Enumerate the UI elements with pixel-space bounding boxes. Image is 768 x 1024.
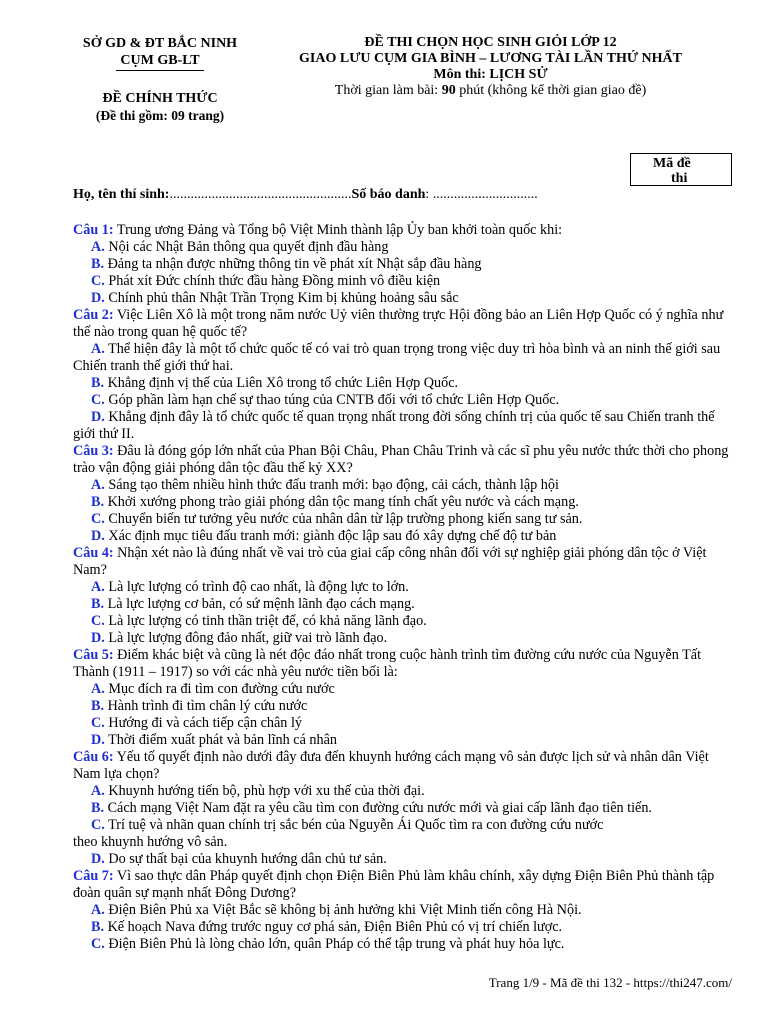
student-id-blank: : ..............................	[425, 187, 538, 202]
page-footer: Trang 1/9 - Mã đề thi 132 - https://thi247.com/	[488, 975, 732, 990]
student-name-label: Họ, tên thí sinh:	[73, 187, 170, 202]
answer-option	[73, 477, 729, 494]
option-letter: A.	[91, 902, 105, 918]
question-number: Câu 4:	[73, 545, 114, 561]
question-stem	[73, 545, 729, 579]
option-letter: A.	[91, 579, 105, 595]
option-text: Là lực lượng cơ bản, có sứ mệnh lãnh đạo cách mạng.	[104, 596, 415, 612]
answer-option	[73, 256, 729, 273]
option-text: Phát xít Đức chính thức đầu hàng Đồng minh vô điều kiện	[104, 273, 441, 289]
option-letter: D.	[91, 409, 105, 425]
question-6	[73, 749, 729, 868]
question-text: Vì sao thực dân Pháp quyết định chọn Điện Biên Phủ làm khâu chính, xây dựng Điện Biên Phủ thành tập đoàn quân sự mạnh nhất Đông Dương?	[73, 868, 715, 901]
option-text: Là lực lượng có tinh thần triệt để, có khả năng lãnh đạo.	[104, 613, 427, 629]
exam-code-box	[630, 153, 732, 186]
option-letter: B.	[91, 698, 105, 714]
answer-option	[73, 375, 729, 392]
option-letter: B.	[91, 596, 105, 612]
question-number: Câu 2:	[73, 307, 114, 323]
option-letter: D.	[91, 851, 105, 867]
exam-subtitle: GIAO LƯU CỤM GIA BÌNH – LƯƠNG TÀI LẦN THỨ NHẤT	[299, 51, 682, 66]
option-letter: A.	[91, 341, 105, 357]
option-text: Trí tuệ và nhãn quan chính trị sắc bén của Nguyễn Ái Quốc tìm ra con đường cứu nước	[104, 817, 604, 833]
option-letter: C.	[91, 511, 105, 527]
option-letter: B.	[91, 919, 105, 935]
question-text: Nhận xét nào là đúng nhất về vai trò của giai cấp công nhân đối với sự nghiệp giải phóng dân tộc ở Việt Nam?	[73, 545, 707, 578]
answer-option	[73, 494, 729, 511]
option-letter: C.	[91, 273, 105, 289]
question-text: Yếu tố quyết định nào dưới đây đưa đến khuynh hướng cách mạng vô sản được lịch sử và nhân dân Việt Nam lựa chọn?	[73, 749, 709, 782]
option-letter: C.	[91, 613, 105, 629]
question-stem	[73, 868, 729, 902]
answer-option	[73, 511, 729, 528]
header-right	[268, 35, 713, 99]
option-letter: A.	[91, 477, 105, 493]
option-text: Là lực lượng đông đảo nhất, giữ vai trò lãnh đạo.	[104, 630, 388, 646]
time-limit	[268, 83, 713, 99]
option-text: Xác định mục tiêu đấu tranh mới: giành độc lập sau đó xây dựng chế độ tư bản	[104, 528, 557, 544]
option-text: Hành trình đi tìm chân lý cứu nước	[104, 698, 308, 714]
answer-option	[73, 681, 729, 698]
option-text: Hướng đi và cách tiếp cận chân lý	[104, 715, 302, 731]
answer-option	[73, 698, 729, 715]
option-letter: A.	[91, 783, 105, 799]
question-list	[73, 222, 729, 953]
option-letter: D.	[91, 732, 105, 748]
question-3	[73, 443, 729, 545]
answer-option	[73, 528, 729, 545]
answer-option	[73, 290, 729, 307]
student-info-line	[73, 186, 538, 203]
question-text: Điểm khác biệt và cũng là nét độc đáo nhất trong cuộc hành trình tìm đường cứu nước của Nguyễn Tất Thành (1911 – 1917) so với các nhà yêu nước tiền bối là:	[73, 647, 702, 680]
option-letter: B.	[91, 256, 105, 272]
question-text: Trung ương Đảng và Tổng bộ Việt Minh thành lập Ủy ban khởi toàn quốc khi:	[113, 222, 563, 238]
option-letter: B.	[91, 494, 105, 510]
answer-option	[73, 851, 729, 868]
question-1	[73, 222, 729, 307]
question-stem	[73, 749, 729, 783]
question-stem	[73, 307, 729, 341]
option-text: Chính phủ thân Nhật Trần Trọng Kim bị khủng hoảng sâu sắc	[104, 290, 459, 306]
question-number: Câu 7:	[73, 868, 114, 884]
question-4	[73, 545, 729, 647]
answer-option	[73, 341, 729, 375]
time-value: 90	[441, 83, 456, 98]
question-2	[73, 307, 729, 443]
question-number: Câu 5:	[73, 647, 114, 663]
option-text: Thể hiện đây là một tổ chức quốc tế có vai trò quan trọng trong việc duy trì hòa bình và an ninh thế giới sau Chiến tranh thế giới thứ hai.	[73, 341, 721, 374]
answer-option	[73, 715, 729, 732]
option-text: Thời điểm xuất phát và bản lĩnh cá nhân	[104, 732, 338, 748]
option-text: Là lực lượng có trình độ cao nhất, là động lực to lớn.	[104, 579, 409, 595]
cluster-name: CỤM GB-LT	[116, 52, 203, 71]
option-text: Đảng ta nhận được những thông tin về phát xít Nhật sắp đầu hàng	[104, 256, 482, 272]
answer-option	[73, 392, 729, 409]
subject: Môn thi: LỊCH SỬ	[433, 67, 548, 82]
answer-option	[73, 919, 729, 936]
question-number: Câu 1:	[73, 222, 114, 238]
question-5	[73, 647, 729, 749]
student-name-blank: ....................................................	[169, 187, 352, 202]
question-number: Câu 6:	[73, 749, 114, 765]
option-letter: A.	[91, 681, 105, 697]
answer-option	[73, 902, 729, 919]
option-text: Khuynh hướng tiến bộ, phù hợp với xu thế của thời đại.	[104, 783, 425, 799]
option-letter: C.	[91, 392, 105, 408]
option-letter: D.	[91, 528, 105, 544]
question-7	[73, 868, 729, 953]
official-label: ĐỀ CHÍNH THỨC	[102, 91, 218, 106]
answer-option	[73, 630, 729, 647]
option-letter: B.	[91, 375, 105, 391]
option-text: Khẳng định vị thế của Liên Xô trong tổ chức Liên Hợp Quốc.	[104, 375, 459, 391]
answer-option	[73, 273, 729, 290]
option-text: Khởi xướng phong trào giải phóng dân tộc mang tính chất yêu nước và cách mạng.	[104, 494, 579, 510]
answer-option	[73, 936, 729, 953]
question-number: Câu 3:	[73, 443, 114, 459]
option-continuation: theo khuynh hướng vô sản.	[73, 834, 228, 850]
option-letter: D.	[91, 290, 105, 306]
answer-option	[73, 409, 729, 443]
page-count: (Đề thi gồm: 09 trang)	[95, 108, 225, 123]
answer-option	[73, 579, 729, 596]
exam-code-label-2: thi	[671, 171, 688, 186]
answer-option	[73, 800, 729, 817]
answer-option	[73, 239, 729, 256]
question-stem	[73, 443, 729, 477]
answer-option	[73, 613, 729, 630]
question-stem	[73, 222, 729, 239]
option-letter: C.	[91, 936, 105, 952]
exam-title: ĐỀ THI CHỌN HỌC SINH GIỎI LỚP 12	[364, 35, 617, 50]
exam-code-label-1: Mã đề	[653, 156, 691, 171]
option-text: Do sự thất bại của khuynh hướng dân chủ tư sản.	[104, 851, 387, 867]
option-text: Góp phần làm hạn chế sự thao túng của CNTB đối với tổ chức Liên Hợp Quốc.	[104, 392, 560, 408]
option-text: Nội các Nhật Bản thông qua quyết định đầu hàng	[104, 239, 389, 255]
option-text: Cách mạng Việt Nam đặt ra yêu cầu tìm con đường cứu nước mới và giai cấp lãnh đạo tiên tiến.	[104, 800, 652, 816]
student-id-label: Số báo danh	[351, 187, 426, 202]
option-text: Kế hoạch Nava đứng trước nguy cơ phá sản, Điện Biên Phủ có vị trí chiến lược.	[104, 919, 563, 935]
option-letter: A.	[91, 239, 105, 255]
answer-option	[73, 732, 729, 749]
option-text: Chuyển biến tư tưởng yêu nước của nhân dân từ lập trường phong kiến sang tư sản.	[104, 511, 583, 527]
option-text: Điện Biên Phủ xa Việt Bắc sẽ không bị ảnh hưởng khi Việt Minh tiến công Hà Nội.	[104, 902, 582, 918]
answer-option	[73, 783, 729, 800]
option-text: Điện Biên Phủ là lòng chảo lớn, quân Pháp có thể tập trung và phát huy hỏa lực.	[104, 936, 565, 952]
question-text: Đâu là đóng góp lớn nhất của Phan Bội Châu, Phan Châu Trinh và các sĩ phu yêu nước thức thời cho phong trào vận động giải phóng dân tộc đầu thế kỷ XX?	[73, 443, 729, 476]
option-letter: D.	[91, 630, 105, 646]
question-text: Việc Liên Xô là một trong năm nước Uỷ viên thường trực Hội đồng bảo an Liên Hợp Quốc có ý nghĩa như thế nào trong quan hệ quốc tế?	[73, 307, 724, 340]
department-name: SỞ GD & ĐT BẮC NINH	[82, 36, 238, 51]
header-left	[60, 35, 260, 124]
option-text: Mục đích ra đi tìm con đường cứu nước	[104, 681, 335, 697]
option-letter: C.	[91, 715, 105, 731]
time-suffix: phút (không kể thời gian giao đề)	[455, 83, 647, 98]
answer-option	[73, 817, 729, 834]
option-text: Sáng tạo thêm nhiều hình thức đấu tranh mới: bạo động, cải cách, thành lập hội	[104, 477, 559, 493]
answer-option	[73, 596, 729, 613]
time-prefix: Thời gian làm bài:	[334, 83, 442, 98]
option-text: Khẳng định đây là tổ chức quốc tế quan trọng nhất trong đời sống chính trị của quốc tế sau Chiến tranh thế giới thứ II.	[73, 409, 715, 442]
option-letter: B.	[91, 800, 105, 816]
option-letter: C.	[91, 817, 105, 833]
question-stem	[73, 647, 729, 681]
